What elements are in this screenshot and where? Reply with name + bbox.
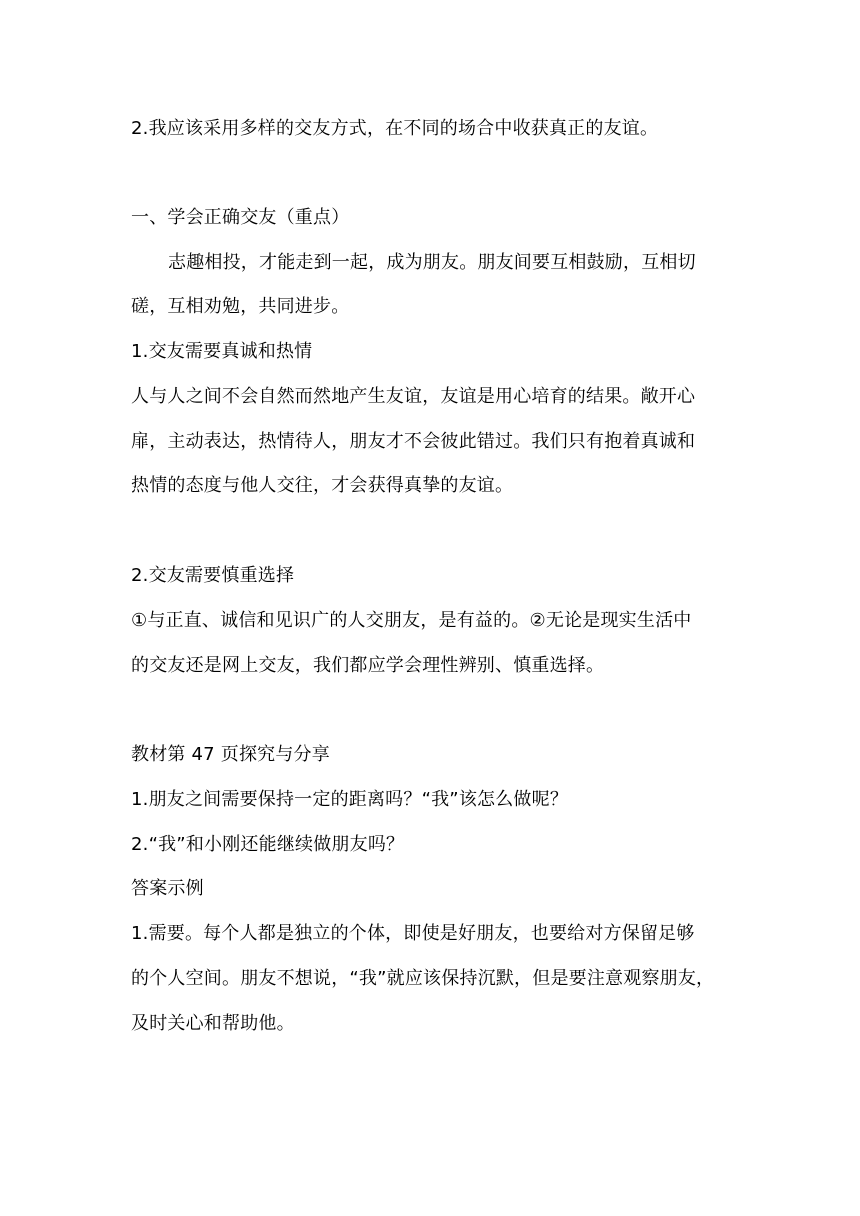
subsection-1-heading: 1.交友需要真诚和热情 <box>131 341 313 362</box>
answer-paragraph-line: 1.需要。每个人都是独立的个体，即使是好朋友，也要给对方保留足够 <box>131 923 695 944</box>
textbook-heading: 教材第 47 页探究与分享 <box>131 744 330 765</box>
section-one-heading: 一、学会正确交友（重点） <box>131 207 350 228</box>
intro-point-2: 2.我应该采用多样的交友方式，在不同的场合中收获真正的友谊。 <box>131 118 659 139</box>
subsection-1-paragraph-line: 人与人之间不会自然而然地产生友谊，友谊是用心培育的结果。敞开心 <box>131 386 696 407</box>
question-item: 1.朋友之间需要保持一定的距离吗？“我”该怎么做呢？ <box>131 789 569 810</box>
answer-paragraph-line: 的个人空间。朋友不想说，“我”就应该保持沉默，但是要注意观察朋友， <box>131 968 715 989</box>
subsection-1-paragraph-line: 扉，主动表达，热情待人，朋友才不会彼此错过。我们只有抱着真诚和 <box>131 431 696 452</box>
section-one-paragraph-line: 磋，互相劝勉，共同进步。 <box>131 296 350 317</box>
question-item: 2.“我”和小刚还能继续做朋友吗？ <box>131 834 405 855</box>
subsection-2-paragraph-line: ①与正直、诚信和见识广的人交朋友，是有益的。②无论是现实生活中 <box>131 610 692 631</box>
section-one-paragraph-line: 志趣相投，才能走到一起，成为朋友。朋友间要互相鼓励，互相切 <box>168 252 696 273</box>
answer-paragraph-line: 及时关心和帮助他。 <box>131 1013 295 1034</box>
answer-label: 答案示例 <box>131 878 204 899</box>
subsection-2-heading: 2.交友需要慎重选择 <box>131 565 295 586</box>
subsection-2-paragraph-line: 的交友还是网上交友，我们都应学会理性辨别、慎重选择。 <box>131 655 605 676</box>
subsection-1-paragraph-line: 热情的态度与他人交往，才会获得真挚的友谊。 <box>131 475 514 496</box>
